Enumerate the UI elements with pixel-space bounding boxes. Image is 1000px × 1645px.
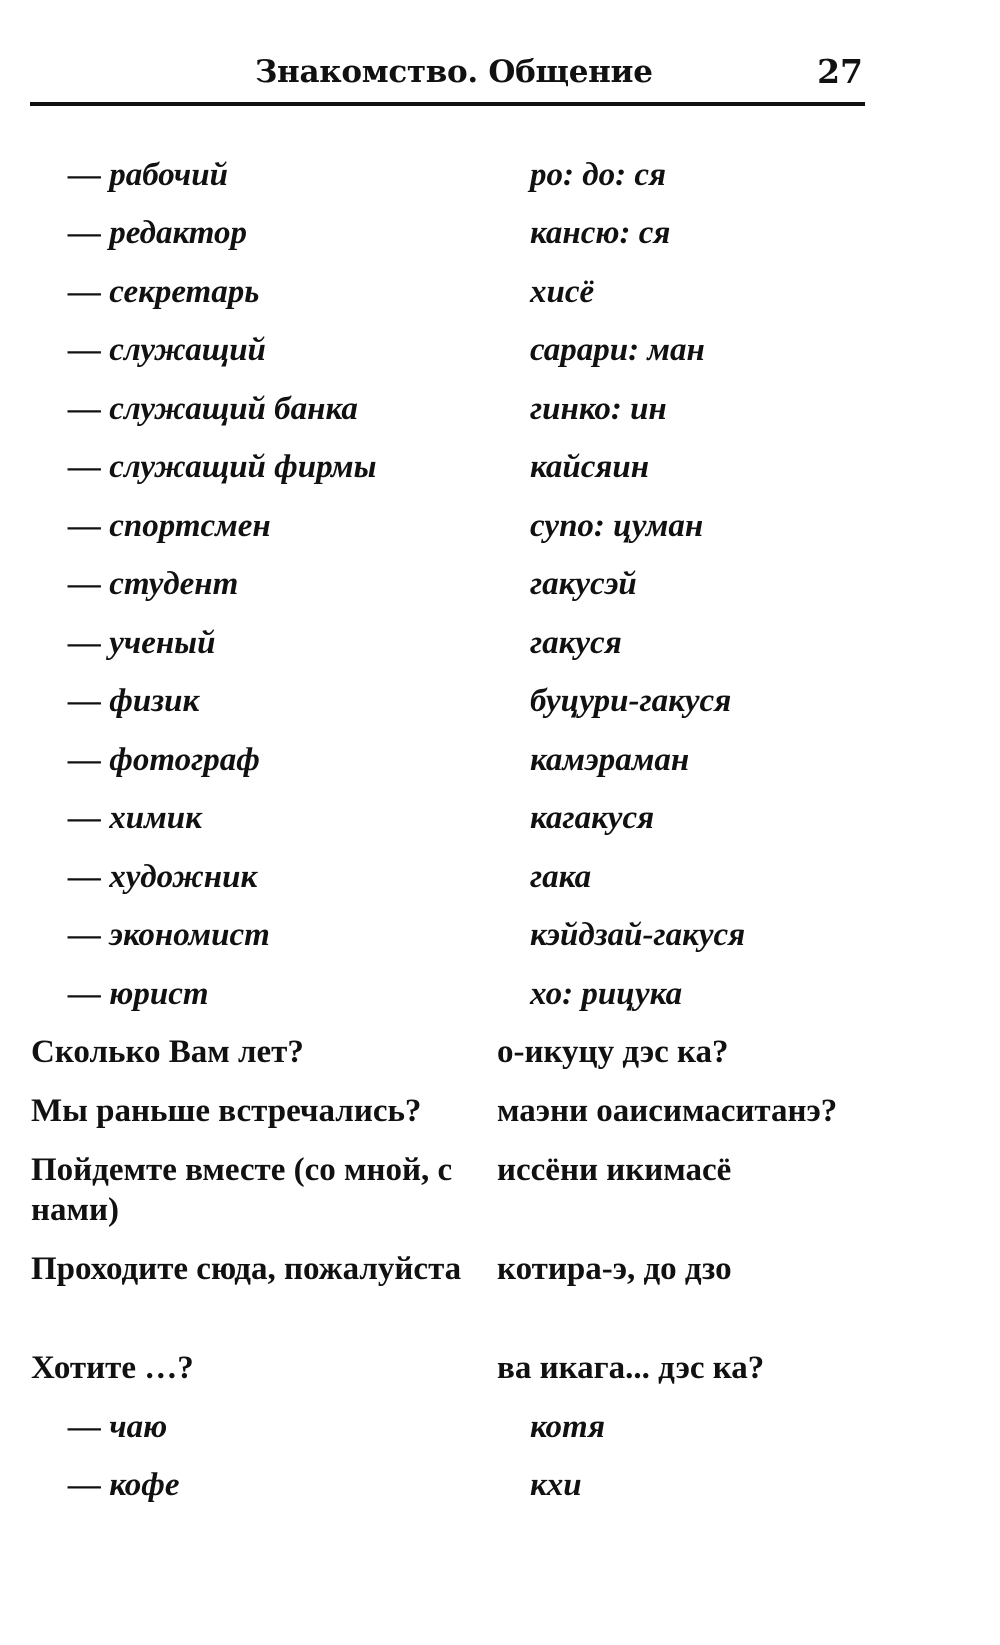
japanese-term: гинко: ин (530, 391, 667, 427)
russian-phrase: Проходите сюда, пожалуйста (31, 1251, 462, 1287)
russian-term: — служащий (68, 332, 266, 368)
russian-term: — химик (68, 800, 202, 836)
russian-term: — физик (68, 683, 200, 719)
japanese-phrase: ва икага... дэс ка? (497, 1350, 765, 1386)
japanese-term: кайсяин (530, 449, 650, 485)
russian-term: — ученый (68, 625, 216, 661)
page-number: 27 (817, 52, 863, 91)
russian-phrase: Мы раньше встречались? (31, 1093, 422, 1129)
russian-term: — экономист (68, 917, 270, 953)
japanese-term: гака (530, 859, 592, 895)
russian-term: — рабочий (68, 157, 228, 193)
japanese-term: камэраман (530, 742, 690, 778)
japanese-term: кансю: ся (530, 215, 671, 251)
japanese-term: кэйдзай-гакуся (530, 917, 746, 953)
russian-phrase: Хотите …? (31, 1350, 194, 1386)
russian-phrase: Пойдемте вместе (со мной, с нами) (31, 1152, 453, 1228)
russian-term: — художник (68, 859, 258, 895)
russian-term: — редактор (68, 215, 247, 251)
japanese-term: супо: цуман (530, 508, 704, 544)
japanese-term: котя (530, 1409, 606, 1445)
japanese-term: хисё (530, 274, 595, 310)
japanese-phrase: маэни оаисимаситанэ? (497, 1093, 838, 1129)
russian-term: — служащий фирмы (68, 449, 377, 485)
japanese-term: хо: рицука (530, 976, 683, 1012)
japanese-phrase: о-икуцу дэс ка? (497, 1034, 729, 1070)
japanese-term: кагакуся (530, 800, 655, 836)
japanese-term: ро: до: ся (530, 157, 666, 193)
russian-term: — юрист (68, 976, 209, 1012)
russian-phrase: Сколько Вам лет? (31, 1034, 304, 1070)
japanese-term: буцури-гакуся (530, 683, 732, 719)
japanese-term: кхи (530, 1467, 582, 1503)
russian-term: — кофе (68, 1467, 180, 1503)
russian-term: — служащий банка (68, 391, 358, 427)
japanese-term: гакуся (530, 625, 622, 661)
russian-term: — фотограф (68, 742, 260, 778)
russian-term: — спортсмен (68, 508, 271, 544)
russian-term: — чаю (68, 1409, 168, 1445)
russian-term: — секретарь (68, 274, 260, 310)
russian-term: — студент (68, 566, 239, 602)
page-header (30, 50, 865, 106)
page-title: Знакомство. Общение (255, 54, 653, 90)
japanese-term: сарари: ман (530, 332, 705, 368)
japanese-term: гакусэй (530, 566, 637, 602)
japanese-phrase: иссёни икимасё (497, 1152, 732, 1188)
japanese-phrase: котира-э, до дзо (497, 1251, 732, 1287)
